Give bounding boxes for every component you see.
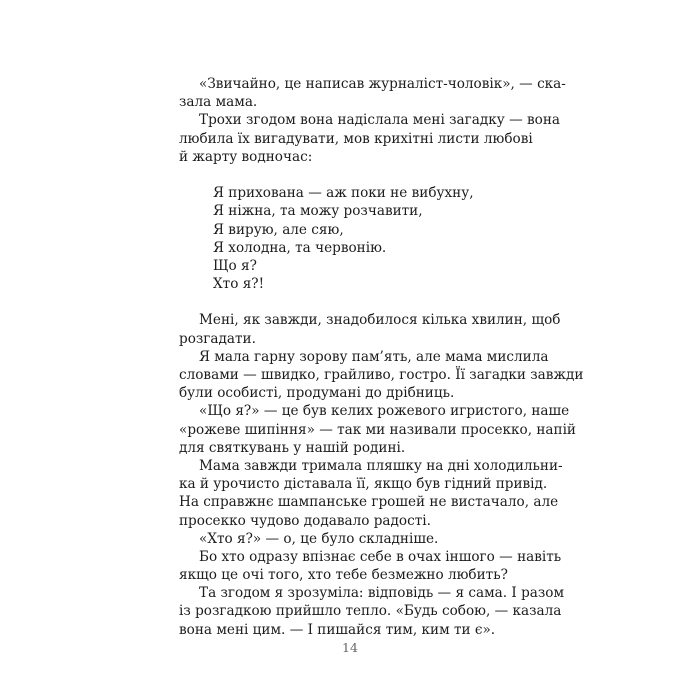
text-line: зала мама. [179, 94, 258, 111]
paragraph [179, 548, 562, 584]
text-line: Я мала гарну зорову пам’ять, але мама мислила [199, 348, 549, 365]
text-line: На справжнє шампанське грошей не вистачало, але [179, 494, 559, 511]
page-number: 14 [342, 640, 358, 655]
paragraph [179, 457, 563, 530]
text-line: «Хто я?» — о, це було складніше. [199, 530, 439, 547]
text-line: із розгадкою прийшло тепло. «Будь собою, — казала [179, 603, 562, 620]
text-line: «Що я?» — це був келих рожевого игристого, наше [199, 403, 570, 420]
text-line: просекко чудово додавало радості. [179, 512, 431, 529]
text-line: Та згодом я зрозуміла: відповідь — я сама. І разом [199, 585, 565, 602]
text-line: «рожеве шипіння» — так ми називали просекко, напій [179, 421, 576, 438]
text-line: словами — швидко, грайливо, гостро. Її загадки завжди [179, 367, 584, 383]
paragraph [179, 402, 576, 457]
poem-line: Що я? [213, 257, 257, 274]
text-line: ка й урочисто діставала її, якщо був гідний привід. [179, 476, 548, 493]
poem-line: Я холодна, та червонію. [213, 239, 387, 256]
text-line: для святкувань у нашій родині. [179, 439, 406, 456]
paragraph [179, 75, 566, 111]
paragraph [179, 530, 524, 548]
paragraph [179, 311, 561, 347]
poem-line: Я вирую, але сяю, [213, 221, 344, 238]
poem-line: Я прихована — аж поки не вибухну, [213, 185, 474, 202]
text-line: розгадати. [179, 330, 256, 347]
page-text [179, 75, 584, 639]
blank-line [179, 293, 524, 311]
text-line: Бо хто одразу впізнає себе в очах іншого — навіть [199, 548, 562, 565]
blank-line [179, 166, 524, 184]
paragraph [179, 111, 560, 166]
text-line: любила їх вигадувати, мов крихітні листи любові [179, 130, 533, 147]
text-line: й жарту водночас: [179, 148, 313, 165]
text-line: якщо це очі того, хто тебе безмежно любить? [179, 567, 508, 584]
paragraph [179, 584, 565, 639]
riddle-poem [179, 184, 524, 293]
poem-line: Хто я?! [213, 276, 265, 293]
text-line: Мені, як завжди, знадобилося кілька хвилин, щоб [199, 312, 561, 329]
poem-line: Я ніжна, та можу розчавити, [213, 203, 423, 220]
text-line: вона мені цим. — І пишайся тим, ким ти є». [179, 621, 496, 638]
paragraph [179, 348, 584, 403]
text-line: були особисті, продумані до дрібниць. [179, 385, 455, 402]
text-line: Трохи згодом вона надіслала мені загадку — вона [199, 112, 560, 129]
text-line: «Звичайно, це написав журналіст-чоловік», — ска- [199, 76, 566, 92]
text-line: Мама завжди тримала пляшку на дні холодильни- [199, 457, 563, 474]
